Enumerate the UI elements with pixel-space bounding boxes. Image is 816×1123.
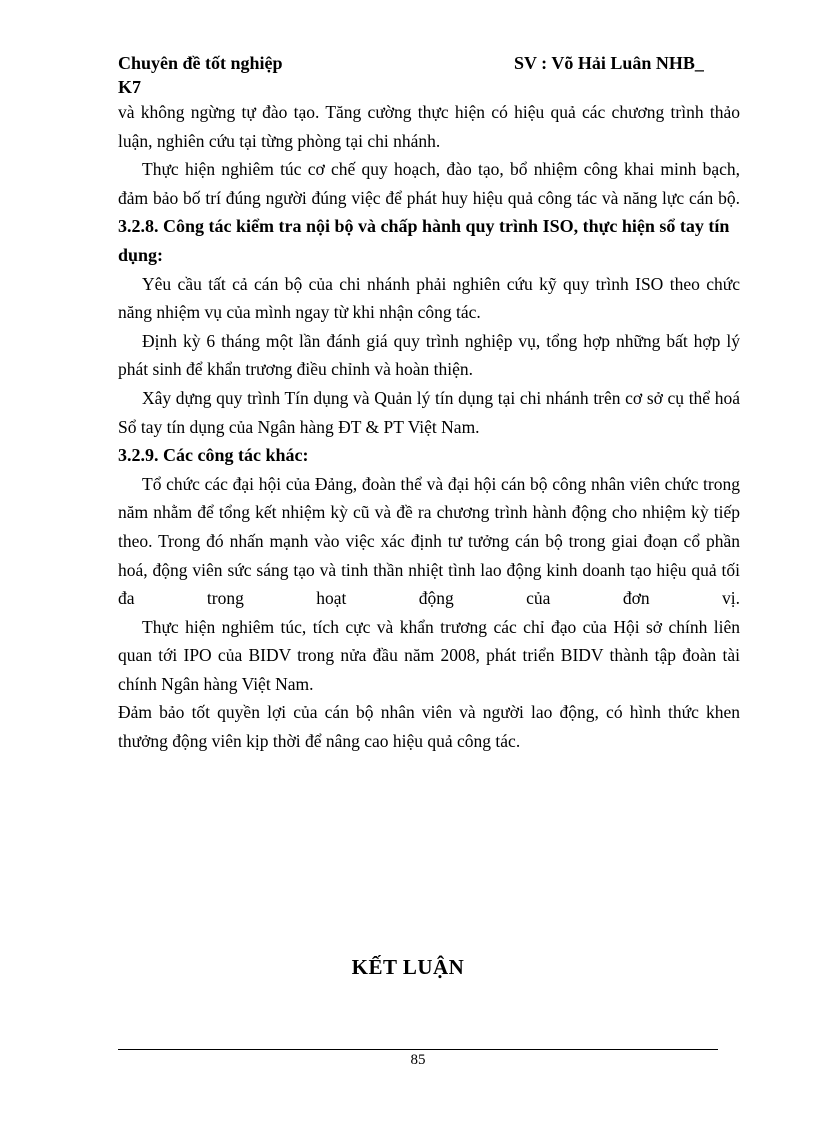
paragraph-8: Đảm bảo tốt quyền lợi của cán bộ nhân viên và người lao động, có hình thức khen thưởng động viên kịp thời để nâng cao hiệu quả công tác. <box>118 702 740 752</box>
paragraph-6: Tổ chức các đại hội của Đảng, đoàn thể và đại hội cán bộ công nhân viên chức trong năm nhằm để tổng kết nhiệm kỳ cũ và đề ra chương trình hành động cho nhiệm kỳ tiếp theo. Trong đó nhấn mạnh vào việc xác định tư tưởng cán bộ trong giai đoạn cổ phần hoá, động viên sức sáng tạo và tinh thần nhiệt tình lao động kinh doanh tạo hiệu quả tối đa trong hoạt động của đơn vị. <box>118 473 740 609</box>
section-heading-3-2-9: 3.2.9. Các công tác khác: <box>118 445 309 466</box>
header-student-name: SV : Võ Hải Luân NHB_ <box>514 53 704 73</box>
document-page <box>118 50 740 756</box>
header-document-title: Chuyên đề tốt nghiệp <box>118 53 283 73</box>
footer-divider <box>118 1049 718 1050</box>
paragraph-1: và không ngừng tự đào tạo. Tăng cường thực hiện có hiệu quả các chương trình thảo luận, nghiên cứu tại từng phòng tại chi nhánh. <box>118 102 740 151</box>
header-class-code: K7 <box>118 77 142 97</box>
document-body <box>118 98 740 756</box>
page-header <box>118 50 740 76</box>
paragraph-4: Định kỳ 6 tháng một lần đánh giá quy trình nghiệp vụ, tổng hợp những bất hợp lý phát sinh để khẩn trương điều chỉnh và hoàn thiện. <box>118 330 740 380</box>
conclusion-title: KẾT LUẬN <box>351 955 465 979</box>
paragraph-5: Xây dựng quy trình Tín dụng và Quản lý tín dụng tại chi nhánh trên cơ sở cụ thể hoá Sổ tay tín dụng của Ngân hàng ĐT & PT Việt Nam. <box>118 387 740 437</box>
paragraph-2: Thực hiện nghiêm túc cơ chế quy hoạch, đào tạo, bổ nhiệm công khai minh bạch, đảm bảo bố trí đúng người đúng việc để phát huy hiệu quả công tác và năng lực cán bộ. <box>118 159 740 208</box>
paragraph-7: Thực hiện nghiêm túc, tích cực và khẩn trương các chỉ đạo của Hội sở chính liên quan tới IPO của BIDV trong nửa đầu năm 2008, phát triển BIDV thành tập đoàn tài chính Ngân hàng Việt Nam. <box>118 616 740 694</box>
section-heading-3-2-8: 3.2.8. Công tác kiểm tra nội bộ và chấp hành quy trình ISO, thực hiện sổ tay tín dụng: <box>118 216 730 265</box>
paragraph-3: Yêu cầu tất cả cán bộ của chi nhánh phải nghiên cứu kỹ quy trình ISO theo chức năng nhiệm vụ của mình ngay từ khi nhận công tác. <box>118 273 740 323</box>
page-number: 85 <box>410 1052 426 1068</box>
